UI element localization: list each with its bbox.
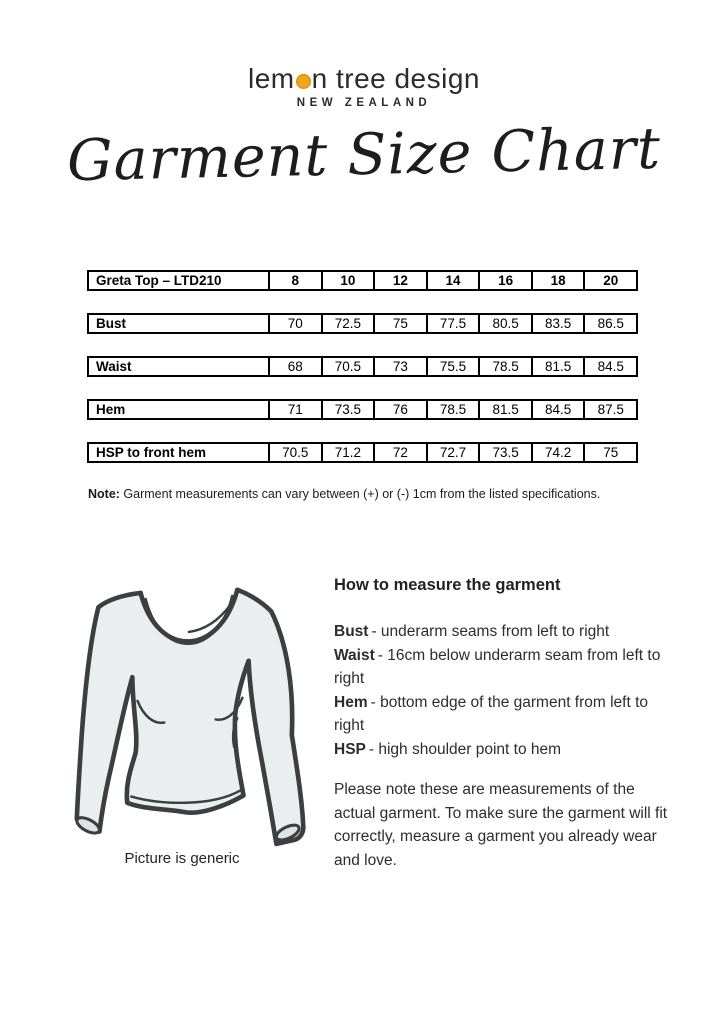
value-cell: 71.2 bbox=[321, 442, 376, 463]
value-cell: 75.5 bbox=[426, 356, 481, 377]
guide-term: HSP bbox=[334, 740, 366, 758]
value-cell: 87.5 bbox=[583, 399, 638, 420]
size-header-cell: 14 bbox=[426, 270, 481, 291]
brand-logo bbox=[0, 64, 728, 109]
size-header-cell: 8 bbox=[268, 270, 323, 291]
size-header-cell: 12 bbox=[373, 270, 428, 291]
page-title: Garment Size Chart bbox=[66, 115, 662, 195]
value-cell: 80.5 bbox=[478, 313, 533, 334]
brand-country: NEW ZEALAND bbox=[296, 97, 432, 109]
size-header-cell: 20 bbox=[583, 270, 638, 291]
measure-guide bbox=[334, 576, 668, 872]
note-text: Garment measurements can vary between (+) or (-) 1cm from the listed specifications. bbox=[119, 487, 601, 501]
value-cell: 73.5 bbox=[321, 399, 376, 420]
row-label: Bust bbox=[87, 313, 270, 334]
value-cell: 74.2 bbox=[531, 442, 586, 463]
value-cell: 72.7 bbox=[426, 442, 481, 463]
row-label: Waist bbox=[87, 356, 270, 377]
guide-term: Bust bbox=[334, 623, 369, 640]
value-cell: 72.5 bbox=[321, 313, 376, 334]
variance-note bbox=[88, 487, 600, 501]
guide-item-waist bbox=[334, 644, 668, 691]
value-cell: 70 bbox=[268, 313, 323, 334]
value-cell: 73.5 bbox=[478, 442, 533, 463]
value-cell: 70.5 bbox=[321, 356, 376, 377]
guide-desc: - high shoulder point to hem bbox=[368, 740, 562, 758]
value-cell: 75 bbox=[583, 442, 638, 463]
brand-name-left: lem bbox=[247, 63, 295, 94]
table-row-bust bbox=[87, 313, 638, 334]
guide-heading: How to measure the garment bbox=[334, 576, 561, 594]
value-cell: 83.5 bbox=[531, 313, 586, 334]
value-cell: 68 bbox=[268, 356, 323, 377]
lemon-dot-icon bbox=[296, 74, 311, 89]
guide-item-bust bbox=[334, 620, 668, 644]
row-label: Hem bbox=[87, 399, 270, 420]
guide-desc: - 16cm below underarm seam from left to right bbox=[334, 646, 661, 687]
row-label: HSP to front hem bbox=[87, 442, 270, 463]
value-cell: 73 bbox=[373, 356, 428, 377]
value-cell: 70.5 bbox=[268, 442, 323, 463]
long-sleeve-top-drawing bbox=[62, 562, 320, 848]
value-cell: 76 bbox=[373, 399, 428, 420]
guide-item-hem bbox=[334, 691, 668, 738]
guide-term: Hem bbox=[334, 693, 368, 711]
value-cell: 84.5 bbox=[583, 356, 638, 377]
value-cell: 81.5 bbox=[531, 356, 586, 377]
value-cell: 84.5 bbox=[531, 399, 586, 420]
size-header-cell: 18 bbox=[531, 270, 586, 291]
value-cell: 72 bbox=[373, 442, 428, 463]
size-table bbox=[87, 270, 638, 463]
value-cell: 81.5 bbox=[478, 399, 533, 420]
guide-paragraph: Please note these are measurements of the actual garment. To make sure the garment will fit correctly, measure a garment you already wear and love. bbox=[334, 781, 668, 869]
value-cell: 78.5 bbox=[426, 399, 481, 420]
guide-item-hsp bbox=[334, 738, 668, 762]
table-row-hsp bbox=[87, 442, 638, 463]
size-header-cell: 16 bbox=[478, 270, 533, 291]
value-cell: 78.5 bbox=[478, 356, 533, 377]
guide-term: Waist bbox=[334, 646, 375, 664]
value-cell: 77.5 bbox=[426, 313, 481, 334]
value-cell: 86.5 bbox=[583, 313, 638, 334]
brand-name-right: n tree design bbox=[311, 63, 480, 94]
table-row-waist bbox=[87, 356, 638, 377]
value-cell: 75 bbox=[373, 313, 428, 334]
guide-desc: - bottom edge of the garment from left to right bbox=[334, 693, 649, 734]
product-name-cell: Greta Top – LTD210 bbox=[87, 270, 270, 291]
size-table-header-row bbox=[87, 270, 638, 291]
illustration-caption: Picture is generic bbox=[124, 850, 240, 867]
value-cell: 71 bbox=[268, 399, 323, 420]
table-row-hem bbox=[87, 399, 638, 420]
note-label: Note: bbox=[88, 487, 120, 501]
brand-name bbox=[0, 64, 728, 94]
size-header-cell: 10 bbox=[321, 270, 376, 291]
garment-illustration bbox=[62, 562, 320, 848]
guide-desc: - underarm seams from left to right bbox=[371, 623, 610, 640]
